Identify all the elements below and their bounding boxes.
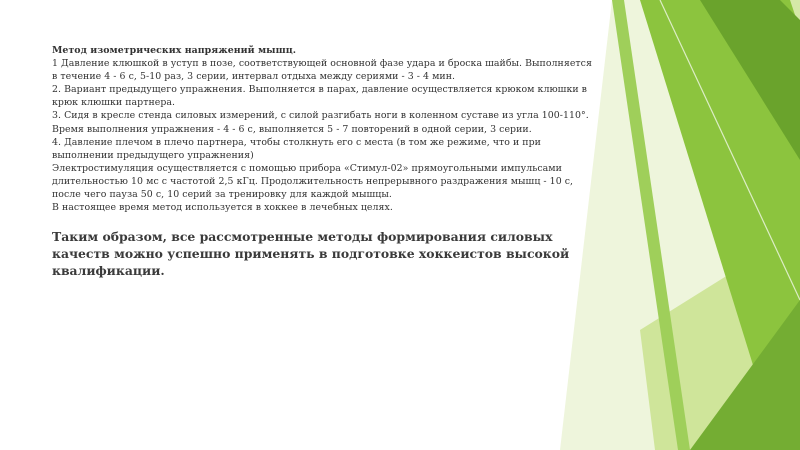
paragraph-4: 4. Давление плечом в плечо партнера, чтобы столкнуть его с места (в том же режиме, что и при выполнении предыдущего упражнения) <box>52 136 541 161</box>
method-heading: Метод изометрических напряжений мышц. <box>52 45 297 56</box>
paragraph-6: В настоящее время метод используется в хоккее в лечебных целях. <box>52 202 393 214</box>
slide-content <box>52 44 600 279</box>
conclusion-text: Таким образом, все рассмотренные методы формирования силовых качеств можно успешно применять в подготовке хоккеистов высокой квалификации. <box>52 229 570 279</box>
paragraph-1: 1 Давление клюшкой в уступ в позе, соответствующей основной фазе удара и броска шайбы. Выполняется в течение 4 - 6 с, 5-10 раз, 3 серии, интервал отдыха между сериями - 3 - 4 мин. <box>52 58 592 83</box>
paragraph-3: 3. Сидя в кресле стенда силовых измерений, с силой разгибать ноги в коленном суставе из угла 100-110°. Время выполнения упражнения - 4 - 6 с, выполняется 5 - 7 повторений в одной серии, 3 серии. <box>52 110 589 135</box>
paragraph-5: Электростимуляция осуществляется с помощью прибора «Стимул-02» прямоугольными импульсами длительностью 10 мс с частотой 2,5 кГц. Продолжительность непрерывного раздражения мышц - 10 с, после чего пауза 50 с, 10 серий за тренировку для каждой мышцы. <box>52 162 574 201</box>
paragraph-2: 2. Вариант предыдущего упражнения. Выполняется в парах, давление осуществляется крюком клюшки в крюк клюшки партнера. <box>52 84 588 109</box>
body-text-block <box>52 44 600 214</box>
